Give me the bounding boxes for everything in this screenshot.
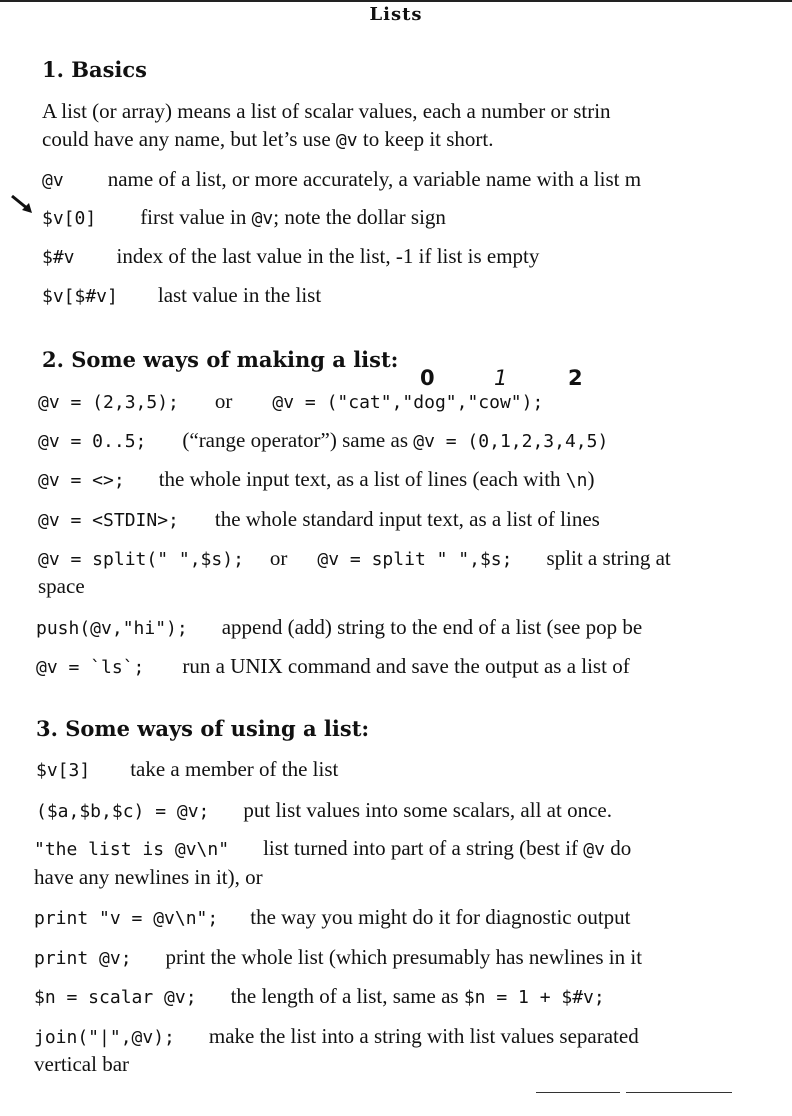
footer-rule-left <box>536 1092 620 1093</box>
row-text: name of a list, or more accurately, a variable name with a list m <box>107 167 642 191</box>
row-text-a: list turned into part of a string (best if <box>263 836 584 860</box>
basics-intro-line-2 <box>42 127 494 152</box>
row-code: $v[3] <box>36 760 91 781</box>
making-row-5 <box>38 546 671 571</box>
row-text-cont: have any newlines in it), or <box>34 865 263 889</box>
footer-rule-right <box>626 1092 732 1093</box>
row-text: take a member of the list <box>130 757 339 781</box>
row-text: print the whole list (which presumably has newlines in it <box>165 945 643 969</box>
row-text-cont: vertical bar <box>34 1052 130 1076</box>
row-code-inline: @v <box>251 208 274 229</box>
row-text: (“range operator”) same as <box>182 428 414 452</box>
row-code-inline: \n <box>565 470 588 491</box>
row-text: index of the last value in the list, -1 if list is empty <box>116 244 540 268</box>
making-row-2 <box>38 428 608 453</box>
row-text: the whole standard input text, as a list of lines <box>214 507 600 531</box>
row-code: @v <box>42 170 64 191</box>
row-code: @v = split(" ",$s); <box>38 549 244 570</box>
using-row-7 <box>34 1024 639 1049</box>
row-code-2: @v = split " ",$s; <box>317 549 513 570</box>
basics-row-4 <box>42 283 321 308</box>
row-text: make the list into a string with list values separated <box>208 1024 639 1048</box>
row-text-a: the whole input text, as a list of lines (each with <box>158 467 566 491</box>
using-row-2 <box>36 798 612 823</box>
page-title: Lists <box>369 4 423 25</box>
row-text-a: first value in <box>140 205 252 229</box>
making-row-1 <box>38 389 543 414</box>
row-code: print @v; <box>34 948 132 969</box>
section-making-heading: 2. Some ways of making a list: <box>42 347 399 372</box>
row-code: $v[$#v] <box>42 286 118 307</box>
row-code-inline: $n = 1 + $#v; <box>463 987 605 1008</box>
row-code: @v = 0..5; <box>38 431 147 452</box>
row-text-b: do <box>604 836 632 860</box>
making-row-5-continued <box>38 574 85 599</box>
top-rule <box>0 0 792 2</box>
making-row-3 <box>38 467 594 492</box>
row-text-a: the length of a list, same as <box>230 984 464 1008</box>
row-code: join("|",@v); <box>34 1027 175 1048</box>
using-row-1 <box>36 757 338 782</box>
basics-intro-line-1 <box>42 99 611 124</box>
row-text: append (add) string to the end of a list (see pop be <box>221 615 643 639</box>
using-row-5 <box>34 945 642 970</box>
intro-code: @v <box>335 130 358 151</box>
row-text: the way you might do it for diagnostic output <box>250 905 631 929</box>
handwritten-arrow-icon <box>10 193 40 219</box>
basics-row-1 <box>42 167 641 192</box>
row-code: @v = <STDIN>; <box>38 510 179 531</box>
handwritten-index-2: 2 <box>568 366 583 390</box>
row-code-2: @v = ("cat","dog","cow"); <box>272 392 544 413</box>
using-row-3-continued <box>34 865 263 890</box>
row-text: put list values into some scalars, all at once. <box>243 798 612 822</box>
row-code: $#v <box>42 247 75 268</box>
row-text-cont: space <box>38 574 85 598</box>
handwritten-index-1: 1 <box>494 366 508 390</box>
using-row-7-continued <box>34 1052 129 1077</box>
row-code: ($a,$b,$c) = @v; <box>36 801 210 822</box>
row-code: "the list is @v\n" <box>34 839 230 860</box>
row-code: push(@v,"hi"); <box>36 618 188 639</box>
basics-row-2 <box>42 205 446 230</box>
making-row-7 <box>36 654 630 679</box>
row-text-b: ) <box>587 467 595 491</box>
row-or: or <box>214 389 233 413</box>
basics-row-3 <box>42 244 539 269</box>
intro-text-1: A list (or array) means a list of scalar values, each a number or strin <box>42 99 611 123</box>
section-using-heading: 3. Some ways of using a list: <box>36 716 370 741</box>
row-code: @v = `ls`; <box>36 657 145 678</box>
row-code: $n = scalar @v; <box>34 987 197 1008</box>
row-code: print "v = @v\n"; <box>34 908 219 929</box>
using-row-4 <box>34 905 631 930</box>
row-text: run a UNIX command and save the output as a list of <box>182 654 630 678</box>
intro-text-2b: to keep it short. <box>357 127 494 151</box>
intro-text-2a: could have any name, but let’s use <box>42 127 336 151</box>
using-row-3 <box>34 836 631 861</box>
row-code-2: @v = (0,1,2,3,4,5) <box>413 431 609 452</box>
row-code-inline: @v <box>583 839 605 860</box>
making-row-6 <box>36 615 642 640</box>
section-basics-heading: 1. Basics <box>42 57 147 82</box>
making-row-4 <box>38 507 600 532</box>
handwritten-index-0: 0 <box>420 366 435 390</box>
row-text-b: ; note the dollar sign <box>273 205 446 229</box>
using-row-6 <box>34 984 605 1009</box>
row-code: @v = <>; <box>38 470 125 491</box>
row-code: @v = (2,3,5); <box>38 392 179 413</box>
row-text: last value in the list <box>157 283 322 307</box>
row-or: or <box>269 546 288 570</box>
row-text: split a string at <box>546 546 671 570</box>
row-code: $v[0] <box>42 208 97 229</box>
